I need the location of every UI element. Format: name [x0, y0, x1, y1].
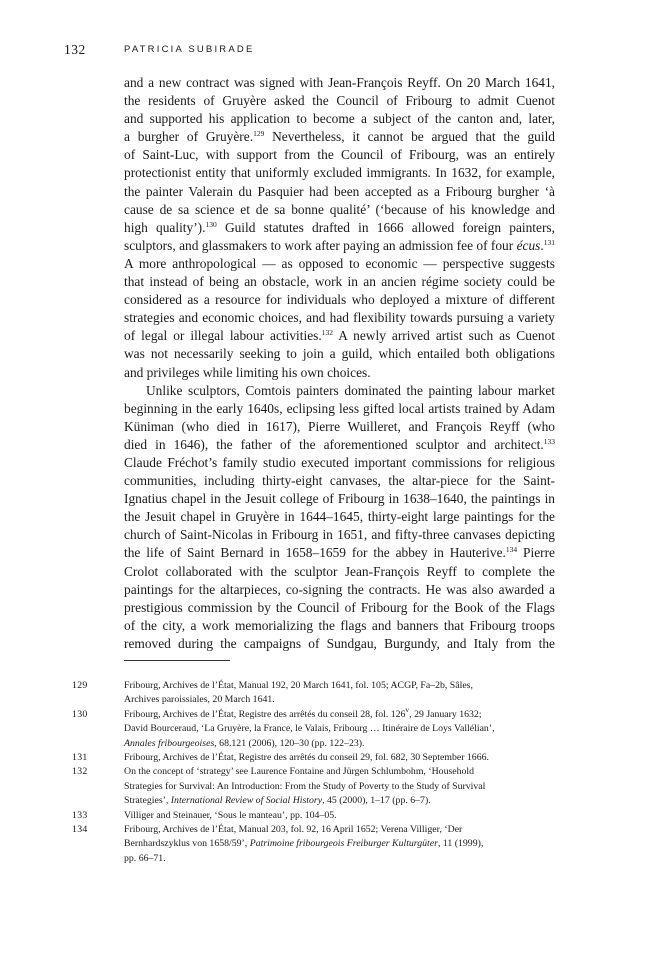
footnote-line: [124, 737, 555, 751]
text-line: and supported his application to become a subject of the canton and, later,: [124, 111, 555, 127]
text-line: removed during the campaigns of Sundgau, Burgundy, and Italy from the: [124, 635, 555, 651]
footnote-ref[interactable]: 129: [253, 129, 265, 139]
text-run: Fribourg, Archives de l’État, Registre des arrêtés du conseil 28, fol. 126: [124, 708, 406, 720]
footnote-line: David Bourceraud, ‘La Gruyère, la France, le Valais, Fribourg … Itinéraire de Loys Vallélian’,: [124, 723, 495, 735]
text-run: Guild statutes drafted in 1666 allowed foreign painters,: [216, 219, 555, 235]
text-line: beginning in the early 1640s, eclipsing less gifted local artists trained by Adam: [124, 400, 555, 416]
footnote-rule: [124, 660, 230, 661]
footnote: [72, 765, 555, 808]
text-run: a burgher of Gruyère.: [124, 129, 254, 145]
footnote: [72, 751, 555, 765]
text-run: sculptors, and glassmakers to work after paying an admission fee of four: [124, 237, 517, 253]
text-line: Ignatius chapel in the Jesuit college of Fribourg in 1638–1640, the paintings in: [124, 491, 555, 507]
text-line: [124, 219, 555, 237]
italic-term: écus: [516, 237, 541, 253]
journal-title: Annales fribourgeoises: [124, 737, 215, 749]
text-run: Bernhardszyklus von 1658/59’,: [124, 838, 250, 850]
text-run: Pierre: [517, 545, 555, 561]
paragraph: [124, 74, 555, 382]
text-line: [124, 436, 555, 454]
text-line: the Jesuit chapel in Gruyère in 1644–1645, thirty-eight large paintings for the: [124, 509, 555, 525]
footnote: [72, 823, 555, 866]
text-run: A newly arrived artist such as Cuenot: [332, 328, 555, 344]
footnote-line: Fribourg, Archives de l’État, Manual 192, 20 March 1641, fol. 105; ACGP, Fa–2b, Sâles,: [124, 680, 473, 691]
footnote-line: Archives paroissiales, 20 March 1641.: [124, 694, 275, 706]
text-run: died in 1646), the father of the aforementioned sculptor and architect.: [124, 436, 544, 452]
text-run: , 68.121 (2006), 120–30 (pp. 122–23).: [214, 737, 365, 749]
text-line: that instead of being an obstacle, work in an ancien régime society could be: [124, 274, 555, 290]
text-line: communities, including thirty-eight canvases, the altar-piece for the Saint-: [124, 473, 555, 489]
text-line: Crolot collaborated with the sculptor Jean-François Reyff to complete the: [124, 563, 555, 579]
text-run: , 45 (2000), 1–17 (pp. 6–7).: [322, 795, 431, 807]
footnote-number: 129: [72, 680, 88, 691]
text-line: and a new contract was signed with Jean-François Reyff. On 20 March 1641,: [124, 75, 555, 90]
footnote-line: On the concept of ‘strategy’ see Laurence Fontaine and Jürgen Schlumbohm, ‘Household: [124, 766, 475, 778]
folio-verso-mark: v: [405, 704, 410, 714]
text-run: , 11 (1999),: [437, 838, 484, 850]
footnote-line: [124, 704, 555, 722]
footnote-text: [124, 809, 555, 823]
text-line: cause de sa science et de sa bonne qualité’ (‘because of his knowledge and: [124, 201, 555, 217]
footnote-line: [124, 837, 555, 851]
footnote-ref[interactable]: 132: [321, 328, 333, 338]
text-run: the life of Saint Bernard in 1658–1659 for the abbey in Hauterive.: [124, 545, 506, 561]
footnote-text: [124, 704, 555, 751]
footnote-line: Villiger and Steinauer, ‘Sous le manteau’, pp. 104–05.: [124, 809, 337, 821]
text-line: the painter Valerain du Pasquier had been accepted as a Fribourg burgher ‘à: [124, 183, 555, 199]
text-line: [124, 237, 555, 255]
footnote-ref[interactable]: 133: [543, 436, 555, 446]
text-line: [124, 327, 555, 345]
text-line: considered as a resource for individuals who deployed a mixture of different: [124, 292, 555, 308]
text-line: A more anthropological — as opposed to economic — perspective suggests: [124, 255, 555, 271]
text-line: and privileges while limiting his own choices.: [124, 364, 371, 380]
footnote-ref[interactable]: 131: [543, 237, 555, 247]
footnote: [72, 679, 555, 708]
text-run: , 29 January 1632;: [409, 708, 482, 720]
text-line: Claude Fréchot’s family studio executed important commissions for religious: [124, 454, 555, 470]
text-line: the residents of Gruyère asked the Council of Fribourg to admit Cuenot: [124, 93, 555, 109]
footnote-line: Fribourg, Archives de l’État, Registre des arrêtés du conseil 29, fol. 682, 30 September 1666.: [124, 752, 489, 764]
footnote-line: [124, 794, 555, 808]
footnote-text: [124, 823, 555, 866]
page-number: 132: [64, 42, 86, 57]
text-line: Küniman (who died in 1617), Pierre Wuilleret, and François Reyff (who: [124, 418, 555, 434]
text-run: .: [540, 237, 544, 253]
footnote-text: [124, 751, 555, 765]
running-head: PATRICIA SUBIRADE: [124, 44, 255, 55]
journal-title: International Review of Social History: [170, 795, 323, 807]
journal-title: Patrimoine fribourgeois Freiburger Kulturgüter: [249, 838, 438, 850]
footnote: [72, 809, 555, 823]
text-line: [124, 128, 555, 146]
footnote-number: 130: [72, 708, 88, 720]
footnote-line: pp. 66–71.: [124, 852, 166, 864]
text-run: high quality’).: [124, 219, 206, 235]
text-line: strategies and economic choices, and had flexibility towards pursuing a variety: [124, 310, 555, 326]
text-line: of the city, a work memorializing the flags and banners that Fribourg troops: [124, 617, 555, 633]
text-run: Nevertheless, it cannot be argued that the guild: [264, 129, 555, 145]
footnote-number: 134: [72, 824, 88, 836]
footnote-number: 133: [72, 809, 88, 821]
footnote: [72, 704, 555, 751]
text-line: paintings for the altarpieces, co-signing the contracts. He was also awarded a: [124, 581, 555, 597]
footnote-number: 132: [72, 766, 88, 778]
text-line: of Saint-Luc, with support from the Council of Fribourg, was an entirely: [124, 147, 555, 163]
paragraph: [124, 382, 555, 653]
text-run: Strategies’,: [124, 795, 171, 807]
text-line: prestigious commission by the Council of Fribourg for the Book of the Flags: [124, 599, 555, 615]
footnote-ref[interactable]: 130: [205, 219, 217, 229]
text-line: protectionist entity that uniformly excluded immigrants. In 1632, for example,: [124, 165, 555, 181]
main-text: [124, 74, 555, 653]
text-line: [124, 544, 555, 562]
footnote-number: 131: [72, 752, 88, 764]
footnote-ref[interactable]: 134: [505, 545, 518, 555]
footnote-text: [124, 765, 555, 808]
footnote-text: [124, 679, 555, 708]
text-line: was not necessarily seeking to join a guild, which entailed both obligations: [124, 346, 555, 362]
text-run: of legal or illegal labour activities.: [124, 328, 322, 344]
footnote-line: Strategies for Survival: An Introduction: From the Study of Poverty to the Study of Survival: [124, 780, 486, 792]
text-line: church of Saint-Nicolas in Fribourg in 1651, and fifty-three canvases depicting: [124, 527, 555, 543]
footnotes: [72, 679, 555, 866]
text-line: Unlike sculptors, Comtois painters dominated the painting labour market: [146, 382, 555, 398]
footnote-line: Fribourg, Archives de l’État, Manual 203, fol. 92, 16 April 1652; Verena Villiger, ‘Der: [124, 824, 463, 836]
